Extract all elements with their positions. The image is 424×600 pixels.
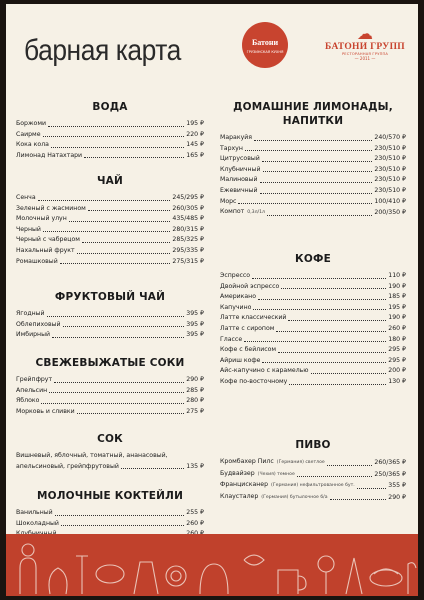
item-name: [16, 140, 49, 151]
item-note: (Германия) нефильтрованное бут.: [271, 483, 355, 489]
dot-leader: [267, 215, 372, 216]
item-price: 230/510 ₽: [374, 186, 406, 194]
dot-leader: [82, 242, 170, 243]
item-name: [220, 154, 260, 165]
item-price: 190 ₽: [388, 282, 406, 290]
dot-leader: [297, 476, 373, 477]
item-title: Маракуйя: [220, 134, 252, 141]
dot-leader: [327, 465, 373, 466]
dot-leader: [43, 136, 185, 137]
item-title: Латте с сиропом: [220, 324, 275, 332]
item-note: (Германия) бутылочное б/а: [261, 494, 328, 500]
dot-leader: [61, 525, 184, 526]
menu-page: [6, 4, 418, 596]
item-price: 220 ₽: [186, 130, 204, 138]
dot-leader: [281, 288, 386, 289]
dot-leader: [47, 316, 185, 317]
item-price: 230/510 ₽: [374, 176, 406, 184]
menu-item: [16, 396, 204, 407]
item-price: 195 ₽: [186, 120, 204, 127]
item-price: 280 ₽: [186, 397, 204, 405]
item-price: 290 ₽: [388, 493, 406, 501]
menu-item: [16, 386, 204, 397]
item-title: Тархун: [220, 144, 243, 152]
section-title: СОК: [97, 433, 123, 445]
item-price: 280/315 ₽: [172, 225, 204, 233]
menu-item: [220, 377, 406, 388]
menu-item: [220, 175, 406, 186]
item-title: Глассе: [220, 335, 243, 343]
dot-leader: [69, 221, 171, 222]
item-price: 135 ₽: [186, 462, 204, 470]
item-title: Кромбахер Пилс: [220, 458, 274, 465]
batoni-group-year: — 2011 —: [354, 56, 376, 61]
item-price: 230/510 ₽: [374, 165, 406, 173]
menu-item: [220, 144, 406, 155]
menu-item: [16, 519, 204, 530]
page-title: барная карта: [24, 34, 181, 67]
dot-leader: [244, 341, 386, 342]
menu-item: [220, 345, 406, 356]
item-price: 130 ₽: [388, 377, 406, 385]
item-name: [220, 356, 260, 367]
item-title: Облепиховый: [16, 320, 61, 328]
menu-item: [220, 186, 406, 197]
item-name: [220, 469, 295, 481]
menu-item: [220, 335, 406, 346]
menu-item: [220, 154, 406, 165]
item-price: 260 ₽: [388, 324, 406, 332]
batoni-logo-name: Батони: [251, 38, 279, 47]
item-title: Клубничный: [220, 165, 261, 173]
dot-leader: [43, 231, 170, 232]
item-title: Нахальный фрукт: [16, 246, 75, 254]
dot-leader: [276, 331, 386, 332]
batoni-logo-sub: ГРУЗИНСКАЯ КУХНЯ: [246, 50, 284, 54]
item-price: 180 ₽: [388, 335, 406, 343]
section-title: ДОМАШНИЕ ЛИМОНАДЫ, НАПИТКИ: [233, 101, 393, 127]
menu-item: [220, 469, 406, 481]
item-price: 285/325 ₽: [172, 236, 204, 244]
section-water: [16, 100, 204, 161]
dot-leader: [254, 140, 372, 141]
menu-item: [220, 197, 406, 208]
item-note: 0,3л/1л: [247, 210, 265, 216]
menu-item: [220, 271, 406, 282]
menu-item: [16, 214, 204, 225]
dot-leader: [289, 384, 386, 385]
item-price: 260/365 ₽: [374, 459, 406, 466]
section-juice: [16, 432, 204, 472]
menu-item: [16, 309, 204, 320]
item-name: [16, 519, 59, 530]
item-price: 395 ₽: [186, 331, 204, 339]
item-title: Кофе с бейлисом: [220, 346, 277, 354]
item-name: [220, 133, 252, 144]
dot-leader: [311, 373, 387, 374]
item-name: [16, 330, 50, 341]
juice-list: Вишневый, яблочный, томатный, ананасовый,: [16, 452, 168, 459]
item-title: Имбирный: [16, 331, 51, 339]
batoni-group-sub: РЕСТОРАННАЯ ГРУППА: [341, 52, 389, 56]
item-title: Черный с чабрецом: [16, 236, 80, 244]
menu-item: [16, 246, 204, 257]
item-title: Ежевичный: [220, 186, 258, 194]
item-name: [16, 193, 36, 204]
section-coffee: [220, 252, 406, 388]
item-name: [16, 386, 47, 397]
dot-leader: [60, 263, 171, 264]
item-title: апельсиновый, грейпфрутовый: [16, 462, 119, 470]
dot-leader: [38, 200, 171, 201]
dot-leader: [238, 203, 372, 204]
item-name: [220, 292, 256, 303]
item-name: [16, 130, 41, 141]
item-price: 230/510 ₽: [374, 155, 406, 163]
dot-leader: [245, 150, 373, 151]
section-beer: [220, 438, 406, 503]
dot-leader: [77, 413, 185, 414]
dot-leader: [258, 299, 386, 300]
menu-item: [220, 313, 406, 324]
item-name: [16, 225, 41, 236]
menu-item: [16, 508, 204, 519]
item-price: 295 ₽: [388, 346, 406, 354]
menu-item: [220, 282, 406, 293]
menu-item: [220, 356, 406, 367]
item-price: 240/570 ₽: [374, 134, 406, 141]
dot-leader: [278, 352, 386, 353]
dot-leader: [260, 193, 373, 194]
item-title: Латте классический: [220, 314, 287, 322]
section-title: ВОДА: [92, 101, 128, 113]
dot-leader: [330, 499, 387, 500]
item-title: Ромашковый: [16, 257, 58, 265]
item-name: [220, 144, 243, 155]
section-fresh-juices: [16, 356, 204, 417]
item-price: 110 ₽: [388, 272, 406, 279]
dot-leader: [262, 362, 386, 363]
menu-item: [220, 457, 406, 469]
item-title: Малиновый: [220, 176, 258, 184]
item-title: Кофе по-восточному: [220, 377, 288, 385]
item-name: [16, 235, 80, 246]
item-title: Шоколадный: [16, 519, 59, 527]
item-title: Капучино: [220, 303, 252, 311]
item-name: [16, 309, 45, 320]
item-price: 250/365 ₽: [374, 470, 406, 478]
batoni-logo: [242, 22, 288, 68]
item-name: [220, 457, 325, 469]
dot-leader: [48, 126, 184, 127]
menu-item: [16, 257, 204, 268]
menu-item: [16, 140, 204, 151]
dot-leader: [288, 320, 386, 321]
item-price: 295/335 ₽: [172, 246, 204, 254]
item-name: [220, 282, 279, 293]
item-price: 285 ₽: [186, 386, 204, 394]
item-name: [220, 303, 251, 314]
menu-item: [220, 207, 406, 219]
dot-leader: [54, 382, 184, 383]
dot-leader: [77, 253, 171, 254]
item-title: Будвайзер: [220, 469, 255, 477]
item-price: 275/315 ₽: [172, 257, 204, 265]
item-price: 200 ₽: [388, 367, 406, 375]
item-name: [16, 214, 67, 225]
item-name: [220, 186, 258, 197]
item-name: [16, 119, 46, 130]
item-name: [16, 396, 39, 407]
item-title: Айриш кофе: [220, 356, 261, 364]
item-name: [16, 246, 75, 257]
item-name: [16, 257, 58, 268]
item-title: Боржоми: [16, 120, 47, 127]
item-name: [220, 175, 258, 186]
item-title: Ягодный: [16, 310, 45, 317]
menu-item: [16, 130, 204, 141]
item-price: 230/510 ₽: [374, 144, 406, 152]
item-price: 245/295 ₽: [172, 194, 204, 201]
dot-leader: [49, 392, 184, 393]
menu-item: [16, 320, 204, 331]
menu-item: [16, 204, 204, 215]
item-title: Морковь и сливки: [16, 407, 75, 415]
item-name: [220, 207, 265, 219]
dot-leader: [253, 309, 386, 310]
menu-item: [220, 165, 406, 176]
section-title: СВЕЖЕВЫЖАТЫЕ СОКИ: [35, 357, 185, 369]
menu-item: [220, 324, 406, 335]
item-name: [16, 320, 61, 331]
item-price: 185 ₽: [388, 293, 406, 301]
menu-item: [220, 303, 406, 314]
item-name: [16, 508, 53, 519]
section-tea: [16, 174, 204, 267]
item-name: [220, 377, 287, 388]
item-price: 395 ₽: [186, 320, 204, 328]
menu-item: [16, 462, 204, 473]
item-name: [220, 313, 286, 324]
menu-item: [220, 366, 406, 377]
item-name: [220, 345, 276, 356]
item-price: 395 ₽: [186, 310, 204, 317]
menu-item: [220, 292, 406, 303]
item-title: Двойной эспрессо: [220, 282, 280, 290]
section-title: ПИВО: [295, 439, 331, 451]
item-name: [16, 151, 82, 162]
item-title: Ванильный: [16, 509, 53, 516]
item-note: (Германия) светлое: [276, 460, 325, 465]
item-name: [220, 271, 250, 282]
dot-leader: [84, 157, 184, 158]
section-title: МОЛОЧНЫЕ КОКТЕЙЛИ: [36, 490, 184, 502]
item-price: 145 ₽: [186, 141, 204, 149]
item-title: Апельсин: [16, 386, 48, 394]
item-title: Эспрессо: [220, 272, 251, 279]
item-title: Компот: [220, 208, 245, 216]
item-title: Молочный улун: [16, 215, 67, 223]
item-price: 195 ₽: [388, 303, 406, 311]
item-name: [16, 375, 52, 386]
dot-leader: [52, 337, 184, 338]
dot-leader: [51, 147, 184, 148]
item-name: [16, 204, 86, 215]
dot-leader: [121, 468, 184, 469]
item-price: 435/485 ₽: [172, 215, 204, 223]
section-lemonades: [220, 100, 406, 219]
item-title: Лимонад Натахтари: [16, 151, 83, 159]
item-name: [16, 407, 75, 418]
batoni-group-logo: [324, 26, 406, 61]
item-price: 165 ₽: [186, 151, 204, 159]
item-price: 260 ₽: [186, 519, 204, 527]
item-title: Черный: [16, 225, 41, 233]
item-title: Клаусталер: [220, 492, 259, 500]
chef-hat-icon: ☁: [357, 24, 373, 43]
dot-leader: [55, 515, 185, 516]
section-title: ФРУКТОВЫЙ ЧАЙ: [54, 291, 166, 303]
item-price: 260/305 ₽: [172, 204, 204, 212]
item-title: Морс: [220, 197, 237, 205]
batoni-group-name: БАТОНИ ГРУПП: [325, 42, 405, 52]
section-fruit-tea: [16, 290, 204, 341]
item-price: 100/410 ₽: [374, 197, 406, 205]
item-price: 355 ₽: [388, 482, 406, 490]
item-title: Яблоко: [16, 397, 40, 405]
item-name: [220, 492, 328, 504]
item-note: (Чехия) темное: [257, 471, 295, 477]
item-title: Грейпфрут: [16, 376, 53, 383]
menu-item: [16, 407, 204, 418]
menu-item: [220, 133, 406, 144]
item-price: 255 ₽: [186, 509, 204, 516]
menu-item: [220, 480, 406, 492]
item-name: [16, 462, 119, 473]
menu-item: [16, 235, 204, 246]
item-price: 190 ₽: [388, 314, 406, 322]
item-name: [220, 366, 309, 377]
dot-leader: [41, 403, 184, 404]
menu-item: [16, 225, 204, 236]
dot-leader: [252, 278, 386, 279]
decorative-footer: [6, 534, 418, 596]
section-milkshakes: [16, 489, 204, 540]
item-title: Кока кола: [16, 141, 49, 149]
item-price: 295 ₽: [388, 356, 406, 364]
item-title: Францисканер: [220, 481, 269, 489]
section-title: ЧАЙ: [97, 175, 123, 187]
dot-leader: [357, 488, 387, 489]
dot-leader: [262, 161, 373, 162]
item-price: 290 ₽: [186, 376, 204, 383]
item-name: [220, 335, 242, 346]
item-name: [220, 165, 261, 176]
dot-leader: [263, 171, 373, 172]
menu-item: [16, 330, 204, 341]
item-name: [220, 324, 274, 335]
item-price: 275 ₽: [186, 407, 204, 415]
item-title: Сенча: [16, 194, 36, 201]
dot-leader: [63, 326, 185, 327]
menu-item: [16, 151, 204, 162]
item-title: Цитрусовый: [220, 155, 260, 163]
menu-item: [16, 193, 204, 204]
menu-item: [16, 119, 204, 130]
item-title: Зеленый с жасмином: [16, 204, 86, 212]
item-name: [220, 480, 355, 492]
dot-leader: [88, 210, 171, 211]
food-doodles-icon: [6, 534, 418, 596]
item-name: [220, 197, 236, 208]
dot-leader: [260, 182, 373, 183]
menu-item: [16, 375, 204, 386]
menu-item: [220, 492, 406, 504]
item-title: Саирме: [16, 130, 41, 138]
item-price: 200/350 ₽: [374, 209, 406, 217]
item-title: Американо: [220, 293, 257, 301]
item-title: Айс-капучино с карамелью: [220, 367, 309, 375]
section-title: КОФЕ: [295, 253, 331, 265]
